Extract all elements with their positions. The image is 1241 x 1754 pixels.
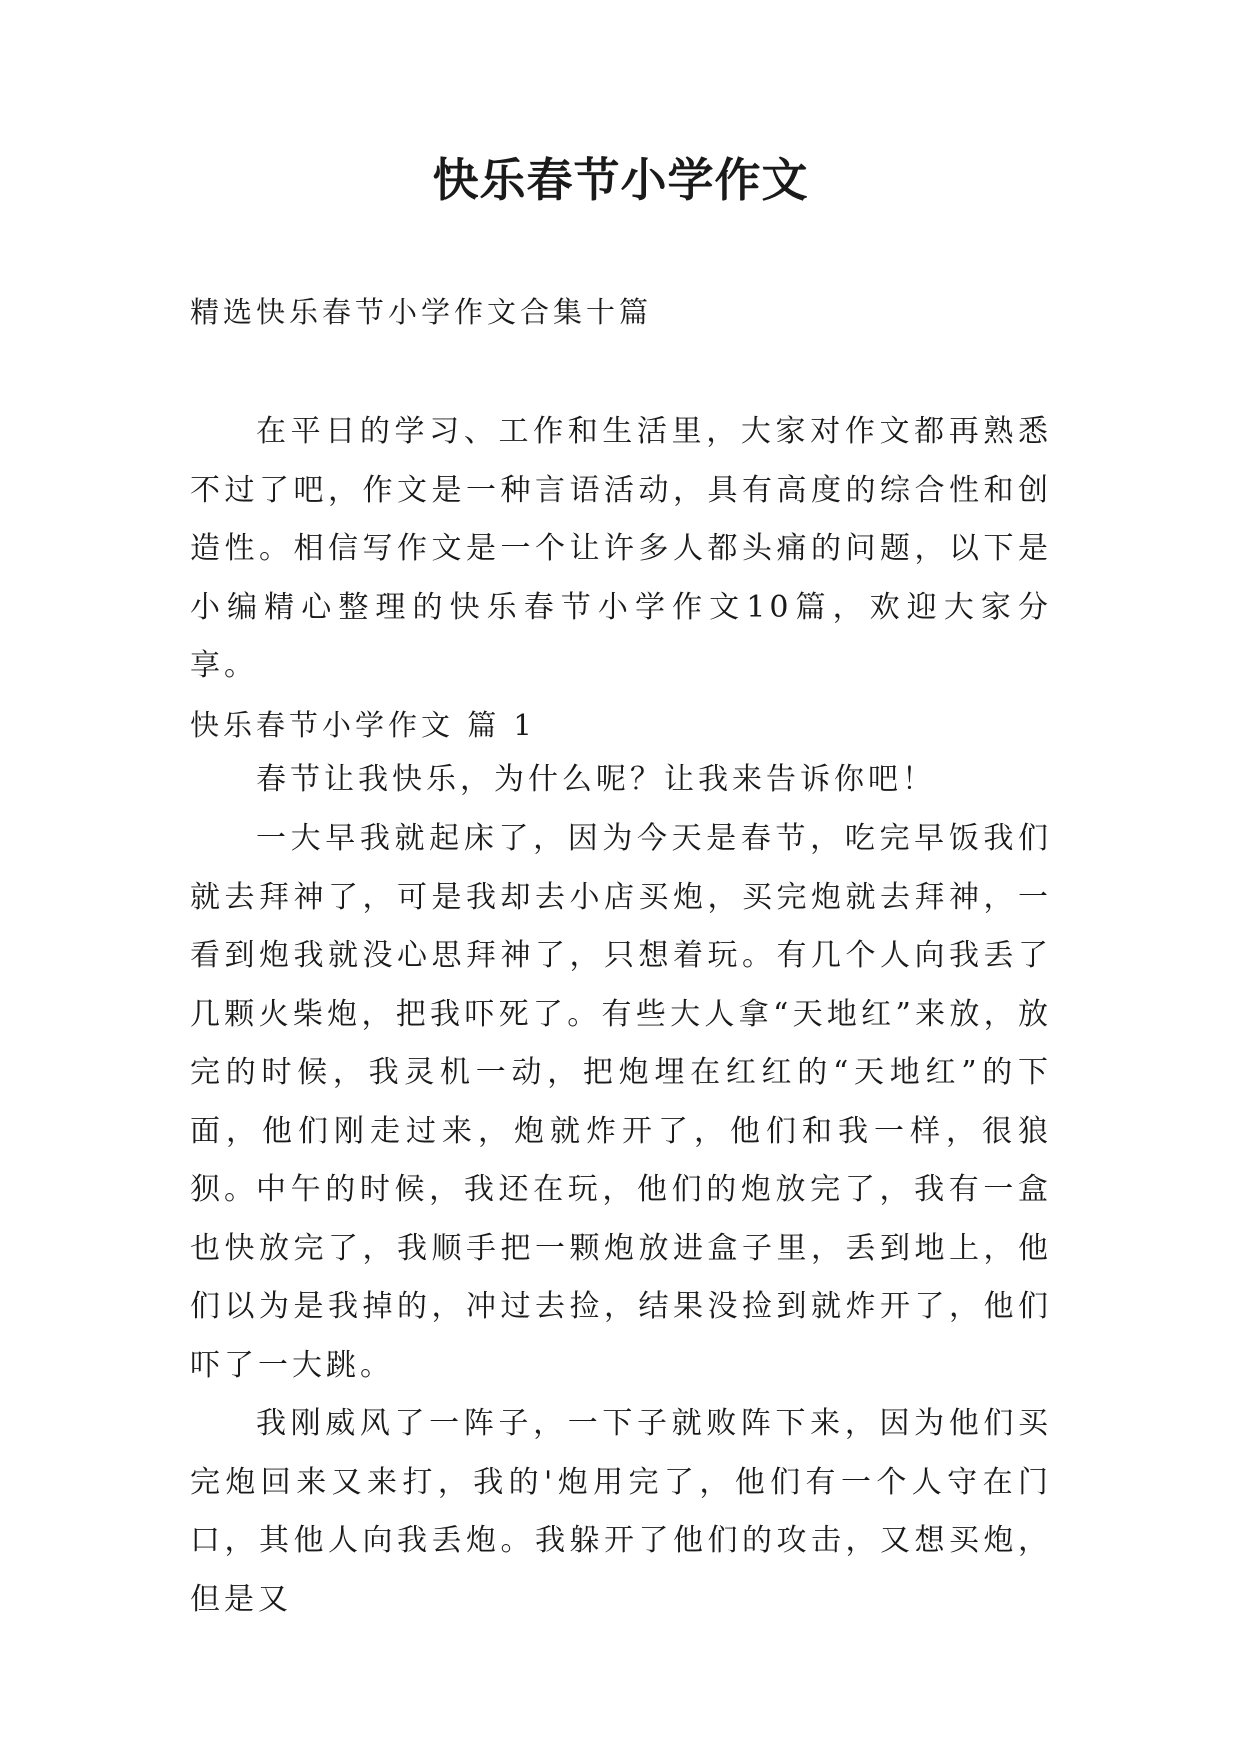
intro-paragraph: 在平日的学习、工作和生活里，大家对作文都再熟悉不过了吧，作文是一种言语活动，具有高度的综合性和创造性。相信写作文是一个让许多人都头痛的问题，以下是小编精心整理的快乐春节小学作文10篇，欢迎大家分享。 (190, 414, 1052, 683)
document-title: 快乐春节小学作文 (432, 153, 809, 207)
document-subtitle: 精选快乐春节小学作文合集十篇 (190, 295, 653, 329)
body-paragraph-2: 一大早我就起床了，因为今天是春节，吃完早饭我们就去拜神了，可是我却去小店买炮，买完炮就去拜神，一看到炮我就没心思拜神了，只想着玩。有几个人向我丢了几颗火柴炮，把我吓死了。有些大人拿“天地红”来放，放完的时候，我灵机一动，把炮埋在红红的“天地红”的下面，他们刚走过来，炮就炸开了，他们和我一样，很狼狈。 (190, 821, 1052, 1207)
section-heading: 快乐春节小学作文 篇 1 (190, 708, 536, 742)
body-paragraph-3: 中午的时候，我还在玩，他们的炮放完了，我有一盒也快放完了，我顺手把一颗炮放进盒子里，丢到地上，他们以为是我掉的，冲过去捡，结果没捡到就炸开了，他们吓了一大跳。 (190, 1172, 1052, 1383)
body-paragraph-1: 春节让我快乐，为什么呢？让我来告诉你吧！ (256, 762, 936, 797)
body-paragraph-4: 我刚威风了一阵子，一下子就败阵下来，因为他们买完炮回来又来打，我的'炮用完了，他们有一个人守在门口，其他人向我丢炮。我躲开了他们的攻击，又想买炮，但是又 (190, 1406, 1052, 1617)
